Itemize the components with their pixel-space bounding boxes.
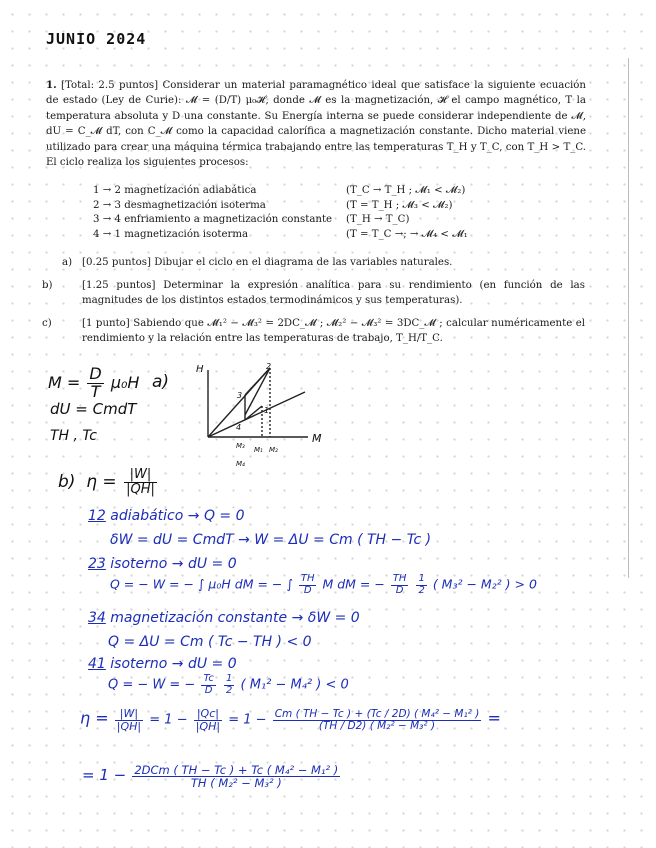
frac-num: |Qc|: [194, 708, 222, 721]
step-23-title: [88, 556, 237, 572]
frac-num: D: [89, 364, 102, 383]
diagram-lines: [208, 368, 308, 437]
axis-label-h: H: [196, 364, 204, 375]
step-12-title: [88, 508, 245, 524]
fraction: [224, 674, 234, 696]
exam-header: JUNIO 2024: [46, 30, 147, 48]
fraction: [299, 574, 317, 596]
eq-part: =: [487, 708, 501, 728]
tick-label-m2: M₂: [269, 446, 278, 454]
process-condition: (T = T_H ; 𝓜₃ < 𝓜₂): [346, 199, 453, 211]
frac-den: 2: [418, 584, 425, 596]
frac-num: |W|: [124, 468, 157, 483]
frac-den: D: [204, 684, 213, 696]
fraction: [124, 468, 157, 496]
point-label-2: 2: [266, 362, 272, 371]
frac-den: D: [395, 584, 404, 596]
eq-part: η =: [80, 708, 109, 728]
frac-num: 1: [418, 573, 425, 584]
page-edge-line: [628, 58, 629, 578]
step-title: isoterno → dU = 0: [105, 556, 237, 572]
step-number: 41: [88, 656, 106, 672]
process-list: [93, 184, 468, 242]
step-title: magnetización constante → δW = 0: [105, 610, 360, 626]
part-text: [0.25 puntos] Dibujar el ciclo en el diagrama de las variables naturales.: [82, 257, 453, 268]
frac-den: 2: [225, 684, 233, 696]
point-label-4: 4: [236, 423, 242, 432]
fraction: [87, 366, 103, 401]
frac-den: D: [303, 584, 312, 596]
step-41-equation: [108, 674, 349, 696]
process-row: [93, 228, 468, 243]
h-m-diagram: [190, 360, 340, 475]
part-a-label: a): [152, 372, 170, 392]
problem-statement: [46, 78, 586, 170]
process-name: 3 → 4 enfriamiento a magnetización constante: [93, 214, 333, 226]
fraction: [273, 709, 482, 732]
eq-part: = 1 −: [82, 766, 127, 785]
step-number: 23: [88, 556, 106, 572]
fraction: [115, 708, 143, 732]
process-row: [93, 199, 468, 214]
eq-part: M dM = −: [322, 576, 385, 592]
eq-part: = 1 −: [228, 712, 267, 728]
step-41-title: [88, 656, 237, 672]
step-number: 34: [88, 610, 106, 626]
step-title: adiabático → Q = 0: [105, 508, 245, 524]
part-label: b): [42, 280, 53, 291]
process-name: 4 → 1 magnetización isoterma: [93, 228, 249, 240]
tick-label-m1: M₁: [254, 446, 263, 454]
point-label-1: 1: [264, 406, 270, 415]
eq-part: = 1 −: [149, 712, 188, 728]
frac-den: TH ( M₂² − M₃² ): [190, 776, 282, 791]
given-rest: μ₀H: [110, 372, 140, 392]
fraction: [416, 574, 426, 596]
eq-part: ( M₁² − M₄² ) < 0: [240, 677, 349, 693]
frac-den: (TH / D2) ( M₂² − M₃² ): [318, 719, 436, 732]
part-c: [42, 316, 585, 346]
process-condition: (T_H → T_C): [346, 214, 410, 226]
given-temps: TH , Tc: [50, 428, 97, 444]
given-lhs: M =: [48, 372, 81, 392]
part-b-heading: [58, 468, 159, 496]
process-row: [93, 184, 468, 199]
part-label: c): [42, 318, 52, 329]
frac-num: TH: [300, 573, 315, 584]
frac-num: 2DCm ( TH − Tc ) + Tc ( M₄² − M₁² ): [134, 763, 339, 777]
eq-part: Q = − W = − ∫ μ₀H dM = − ∫: [110, 576, 293, 592]
part-label: a): [62, 257, 73, 268]
frac-num: Cm ( TH − Tc ) + (Tc / 2D) ( M₄² − M₁² ): [274, 707, 480, 720]
frac-den: |QH|: [195, 719, 221, 733]
point-label-3: 3: [237, 391, 243, 400]
part-text: [1 punto] Sabiendo que 𝓜₁² − 𝓜₃² = 2DC_𝓜 ; 𝓜₂² − 𝓜₃² = 3DC_𝓜 ; calcular numéricamente el rendimiento y la relación entre las temperaturas de trabajo, T_H/T_C.: [82, 318, 585, 344]
tick-label-m4: M₄: [236, 460, 245, 468]
step-title: isoterno → dU = 0: [105, 656, 237, 672]
frac-num: TH: [392, 573, 407, 584]
process-condition: (T_C → T_H ; 𝓜₁ < 𝓜₂): [346, 185, 466, 196]
step-number: 12: [88, 508, 106, 524]
frac-num: Tc: [203, 673, 214, 684]
fraction: [132, 764, 340, 789]
frac-den: |QH|: [116, 719, 142, 733]
process-name: 1 → 2 magnetización adiabática: [93, 185, 257, 196]
fraction: [194, 708, 222, 732]
frac-den: T: [90, 381, 101, 401]
isotherm-tc: [208, 392, 305, 437]
part-b: [42, 278, 585, 308]
part-a: [62, 255, 585, 270]
eta-symbol: η =: [86, 472, 117, 493]
tick-label-m3: M₃: [236, 442, 245, 450]
process-condition: (T = T_C →; → 𝓜₄ < 𝓜₁: [346, 228, 468, 240]
frac-num: |W|: [115, 708, 143, 721]
given-energy: dU = CmdT: [50, 400, 137, 418]
step-34-title: [88, 610, 360, 626]
eq-part: ( M₃² − M₂² ) > 0: [432, 576, 537, 592]
axis-label-m: M: [312, 432, 322, 445]
fraction: [391, 574, 409, 596]
frac-den: |QH|: [126, 481, 155, 497]
frac-num: 1: [225, 673, 233, 684]
problem-text: [Total: 2.5 puntos] Considerar un material paramagnético ideal que satisface la siguiente ecuación de estado (Ley de Curie): 𝓜 = (D/T) μ₀𝓗, donde 𝓜 es la magnetización, 𝓗 el campo magnético, T la temperatura absoluta y D una constante. Su Energía interna se puede considerar independiente de 𝓜, dU = C_𝓜 dT, con C_𝓜 como la capacidad calorífica a magnetización constante. Dicho material viene utilizado para crear una máquina térmica trabajando entre las temperaturas T_H y T_C, con T_H > T_C. El ciclo realiza los siguientes procesos:: [46, 80, 586, 169]
part-text: [1.25 puntos] Determinar la expresión analítica para su rendimiento (en función de las magnitudes de los distintos estados termodinámicos y sus temperaturas).: [82, 280, 585, 306]
process-row: [93, 213, 468, 228]
given-curie-law: [48, 366, 139, 401]
step-12-equation: δW = dU = CmdT → W = ΔU = Cm ( TH − Tc ): [110, 532, 432, 548]
step-23-equation: [110, 574, 537, 596]
efficiency-expression: [80, 708, 501, 732]
process-name: 2 → 3 desmagnetización isoterma: [93, 199, 266, 211]
problem-number: 1.: [46, 79, 57, 91]
part-b-label: b): [58, 472, 76, 493]
final-efficiency: [82, 764, 342, 789]
step-34-equation: Q = ΔU = Cm ( Tc − TH ) < 0: [108, 634, 312, 650]
eq-part: Q = − W = −: [108, 677, 196, 693]
fraction: [201, 674, 215, 696]
